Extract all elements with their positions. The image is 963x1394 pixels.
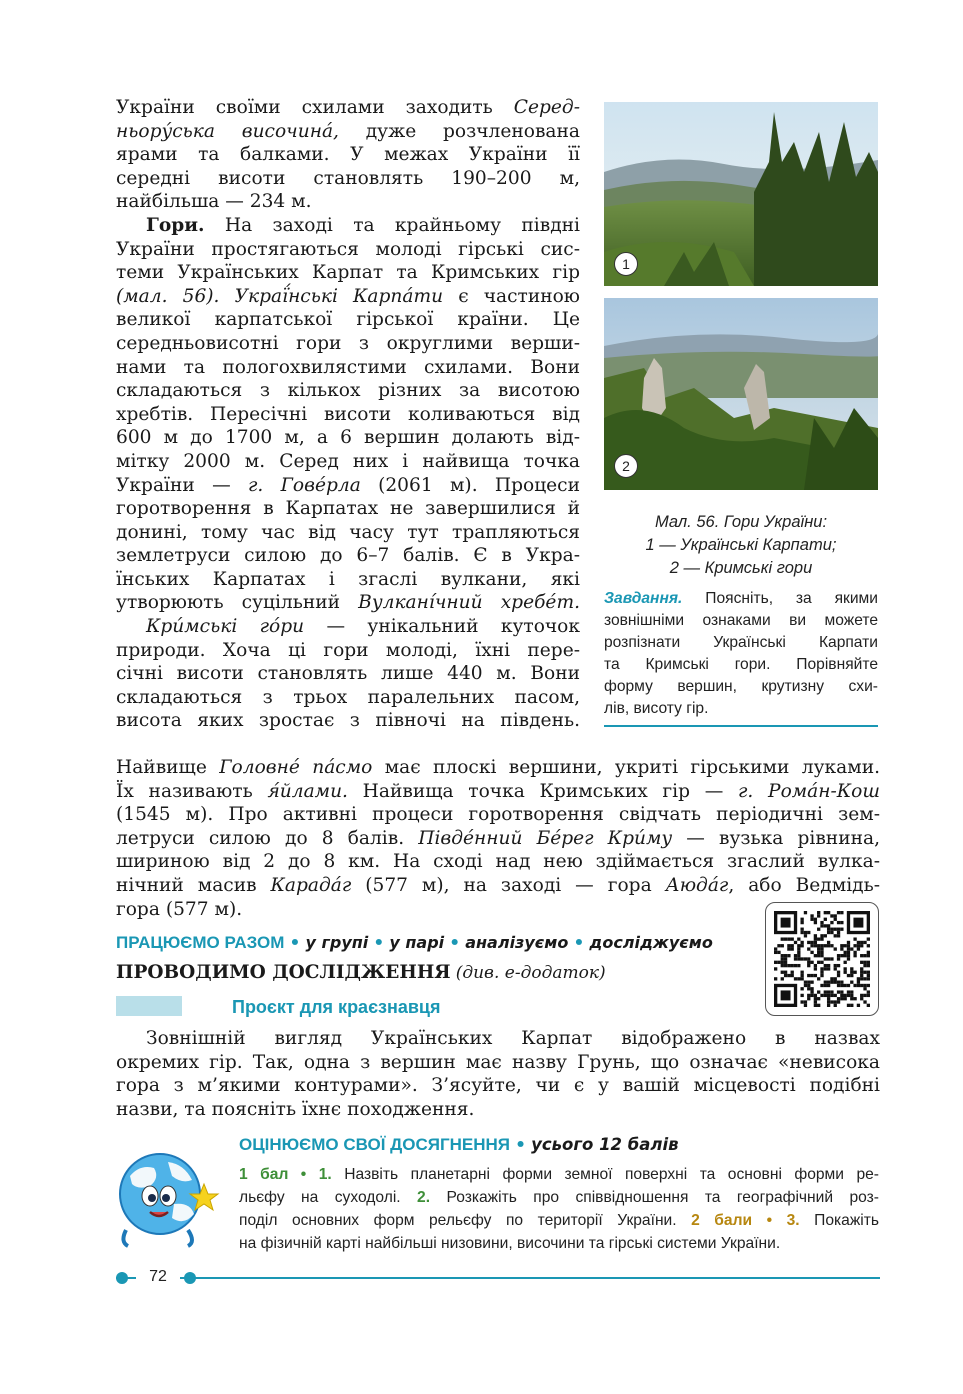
figure-caption [604,511,878,580]
task-divider [604,725,878,727]
text-line: Зовнішній вигляд Українських Карпат відображено в назвах [146,1028,880,1049]
work-together-header: ПРАЦЮЄМО РАЗОМ • у групі • у парі • аналізуємо • досліджуємо [116,933,713,953]
text-line: України своїми схилами заходить Серед- [116,97,580,118]
figure-badge-1: 1 [614,252,638,276]
assessment-line: поділ основних форм рельєфу по території України. 2 бали • 3. Покажіть [239,1212,879,1229]
assessment-line: на фізичній карті найбільші низовини, височини та гірські системи України. [239,1235,781,1252]
text-line: теми Українських Карпат та Кримських гір [116,262,580,284]
text-line: природи. Хоча ці гори молоді, їхні пере- [116,639,580,661]
mode-pair: у парі [389,933,445,952]
assessment-line: льєфу на суходолі. 2. Розкажіть про співвідношення та географічний роз- [239,1189,879,1206]
qr-code[interactable] [765,902,879,1016]
mode-group: у групі [305,933,369,952]
text-line: України простягаються молоді гірські сис- [116,238,580,260]
text-line: нічний масив Карада́г (577 м), на заході — гора Аюда́г, або Ведмідь- [116,874,880,896]
text-line: землетруси силою до 6–7 балів. Є в Укра- [116,545,580,567]
text-line: Кри́мські го́ри — унікальний куточок [146,616,580,638]
text-line: мітку 2000 м. Серед них і найвища точка [116,450,580,472]
text-line: великої карпатської гірської країни. Це [116,309,580,331]
research-title: ПРОВОДИМО ДОСЛІДЖЕННЯ [116,962,451,983]
caption-line: 1 — Українські Карпати; [645,536,837,554]
text-line: шириною від 2 до 8 км. На сході над нею здіймається згаслий вулка- [116,851,880,873]
text-line: гора з м’якими контурами». З’ясуйте, чи є у вашій місцевості подібні [116,1075,880,1097]
photo-carpathians [604,102,878,286]
task-line: форму вершин, крутизну схи- [604,678,878,695]
task-line: та Кримські гори. Порівняйте [604,656,878,673]
qr-code-pattern [774,911,870,1007]
text-line: ньору́ська височина́, дуже розчленована [116,120,580,142]
assessment-total: усього 12 балів [531,1135,679,1154]
text-line: окремих гір. Так, одна з вершин має назву Грунь, що означає «невисока [116,1051,880,1073]
caption-line: 2 — Кримські гори [669,559,813,577]
text-line: середньовисотні гори з округлими верши- [116,332,580,354]
text-line: (1545 м). Про активні процеси горотворення свідчать періодичні зем- [116,804,880,826]
mode-analyze: аналізуємо [465,933,569,952]
task-box [604,588,878,720]
task-line: Завдання. Поясніть, за якими [604,590,878,607]
text-line: горотворення в Карпатах не завершилися й [116,498,580,520]
text-line: 600 м до 1700 м, а 6 вершин долають від- [116,427,580,449]
task-line: розпізнати Українські Карпати [604,634,878,651]
text-line: Їх називають я́йлами. Найвища точка Кримських гір — г. Рома́н-Кош [116,780,880,802]
text-line: нами та пологохвилястими схилами. Вони [116,356,580,378]
page-number: 72 [136,1268,180,1288]
project-text [116,1027,880,1121]
text-line: Найвище Головне́ па́смо має плоскі вершини, укриті гірськими луками. [116,757,880,778]
text-line: Гори. На заході та крайньому півдні [146,214,580,236]
mode-research: досліджуємо [589,933,713,952]
project-band [116,996,182,1016]
caption-line: Мал. 56. Гори України: [654,513,828,531]
assessment-text [239,1163,879,1255]
globe-mascot [110,1146,220,1254]
text-line: висота яких зростає з півночі на південь. [116,710,580,732]
main-text-top [116,96,580,733]
text-line: хребтів. Пересічні висоти коливаються від [116,403,580,425]
assessment-line: 1 бал • 1. Назвіть планетарні форми земної поверхні та основні форми ре- [239,1166,879,1183]
research-note: (див. е-додаток) [455,963,606,983]
figure-badge-2: 2 [614,454,638,478]
text-line: складаються з кількох різних за висотою [116,380,580,402]
footer-dot-left [116,1272,128,1284]
research-header [116,962,606,983]
text-line: гора (577 м). [116,898,243,920]
text-line: найбільша — 234 м. [116,191,312,213]
text-line: (мал. 56). Украї́нські Карпа́ти є частиною [116,285,580,307]
task-line: лів, висоту гір. [604,700,709,717]
text-line: летруси силою до 8 балів. Півде́нний Бе́рег Кри́му — вузька рівнина, [116,827,880,849]
text-line: України — г. Гове́рла (2061 м). Процеси [116,474,580,496]
footer-dot-right [184,1272,196,1284]
text-line: їнських Карпатах і згаслі вулкани, які [116,568,580,590]
text-line: січні висоти становлять лише 440 м. Вони [116,663,580,685]
project-title: Проєкт для краєзнавця [232,997,441,1017]
assessment-header: ОЦІНЮЄМО СВОЇ ДОСЯГНЕННЯ • усього 12 балів [239,1135,679,1155]
text-line: донині, тому час від часу тут трапляються [116,521,580,543]
footer-line [116,1277,880,1279]
text-line: складаються з трьох паралельних пасом, [116,686,580,708]
photo-crimea [604,298,878,490]
main-text-full [116,756,880,921]
text-line: середні висоти становлять 190–200 м, [116,167,580,189]
assessment-title: ОЦІНЮЄМО СВОЇ ДОСЯГНЕННЯ [239,1135,510,1154]
work-together-title: ПРАЦЮЄМО РАЗОМ [116,933,285,952]
text-line: утворюють суцільний Вулкані́чний хребе́т. [116,592,580,614]
text-line: назви, та поясніть їхнє походження. [116,1098,475,1120]
text-line: ярами та балками. У межах України її [116,144,580,166]
task-line: зовнішніми ознаками ви можете [604,612,878,629]
